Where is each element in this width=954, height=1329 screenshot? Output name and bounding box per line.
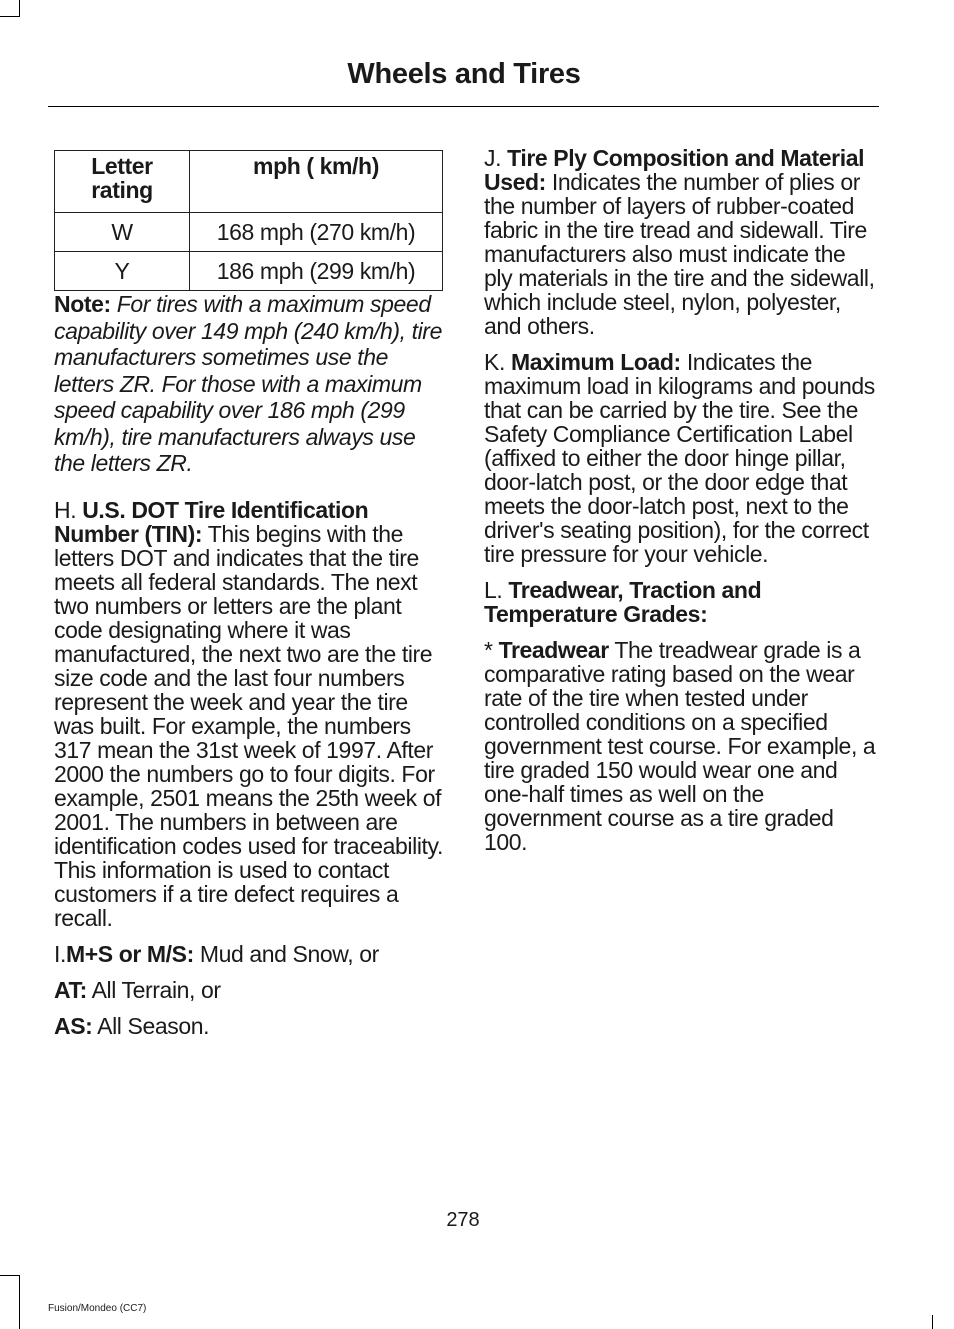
section-heading: AT:	[54, 976, 87, 1003]
right-column	[484, 146, 876, 866]
crop-mark	[19, 0, 20, 17]
section-text: This begins with the letters DOT and indicates that the tire meets all federal standards. The next two numbers or letters are the plant code designating where it was manufactured, the next two are the tire size code and the last four numbers represent the week and year the tire was built. For example, the numbers 317 mean the 31st week of 1997. After 2000 the numbers go to four digits. For example, 2501 means the 25th week of 2001. The numbers in between are identification codes used for traceability. This information is used to contact customers if a tire defect requires a recall.	[54, 520, 443, 931]
crop-mark	[0, 16, 20, 17]
bullet-asterisk: *	[484, 637, 493, 663]
section-heading: M+S or M/S:	[65, 940, 194, 967]
page-number: 278	[446, 1209, 480, 1231]
section-prefix: K.	[484, 349, 505, 375]
section-k	[484, 350, 876, 566]
page-title: Wheels and Tires	[347, 58, 581, 90]
section-text: All Terrain, or	[91, 976, 221, 1003]
section-text: Indicates the number of plies or the number of layers of rubber-coated fabric in the tire tread and sidewall. Tire manufacturers also must indicate the ply materials in the tire and the sidewall, which include steel, nylon, polyester, and others.	[484, 169, 875, 339]
treadwear-item	[484, 638, 876, 854]
crop-mark	[0, 1275, 20, 1276]
section-text: Indicates the maximum load in kilograms and pounds that can be carried by the tire. See the Safety Compliance Certification Label (affixed to either the door hinge pillar, door-latch post, or the door edge that meets the door-latch post, next to the driver's seating position), for the correct tire pressure for your vehicle.	[484, 349, 875, 567]
section-l	[484, 578, 876, 626]
left-column	[54, 146, 446, 1050]
section-prefix: L.	[484, 577, 503, 603]
section-heading: U.S. DOT Tire Identification Number (TIN):	[54, 496, 369, 547]
table-header-row	[55, 151, 443, 213]
note-label: Note:	[54, 291, 111, 317]
table-row	[55, 252, 443, 291]
section-prefix: I.	[54, 940, 66, 967]
table-row	[55, 213, 443, 252]
table-cell: Y	[55, 252, 190, 291]
as-line	[54, 1014, 446, 1038]
section-heading: AS:	[54, 1012, 93, 1039]
section-heading: Treadwear	[498, 637, 609, 663]
table-header: mph ( km/h)	[190, 151, 443, 213]
section-heading: Tire Ply Composition and Material Used:	[484, 145, 865, 195]
note	[54, 291, 446, 477]
title-rule	[48, 106, 879, 107]
section-i	[54, 942, 446, 966]
at-line	[54, 978, 446, 1002]
section-h	[54, 498, 446, 930]
section-text: The treadwear grade is a comparative rating based on the wear rate of the tire when tested under controlled conditions on a specified government test course. For example, a tire graded 150 would wear one and one-half times as well on the government course as a tire graded 100.	[484, 637, 876, 855]
crop-mark	[19, 1275, 20, 1329]
section-prefix: J.	[484, 145, 502, 171]
table-cell: W	[55, 213, 190, 252]
table-cell: 186 mph (299 km/h)	[190, 252, 443, 291]
speed-rating-table	[54, 150, 443, 291]
footer-document-id: Fusion/Mondeo (CC7)	[48, 1303, 147, 1314]
section-heading: Treadwear, Traction and Temperature Grades:	[484, 577, 762, 627]
section-heading: Maximum Load:	[510, 349, 681, 375]
section-j	[484, 146, 876, 338]
section-text: All Season.	[97, 1012, 210, 1039]
crop-mark	[932, 1315, 933, 1329]
table-cell: 168 mph (270 km/h)	[190, 213, 443, 252]
section-text: Mud and Snow, or	[199, 940, 379, 967]
note-text: For tires with a maximum speed capability over 149 mph (240 km/h), tire manufacturers sometimes use the letters ZR. For those with a maximum speed capability over 186 mph (299 km/h), tire manufacturers always use the letters ZR.	[54, 291, 442, 476]
section-prefix: H.	[54, 496, 77, 523]
table-header: Letter rating	[55, 151, 190, 213]
